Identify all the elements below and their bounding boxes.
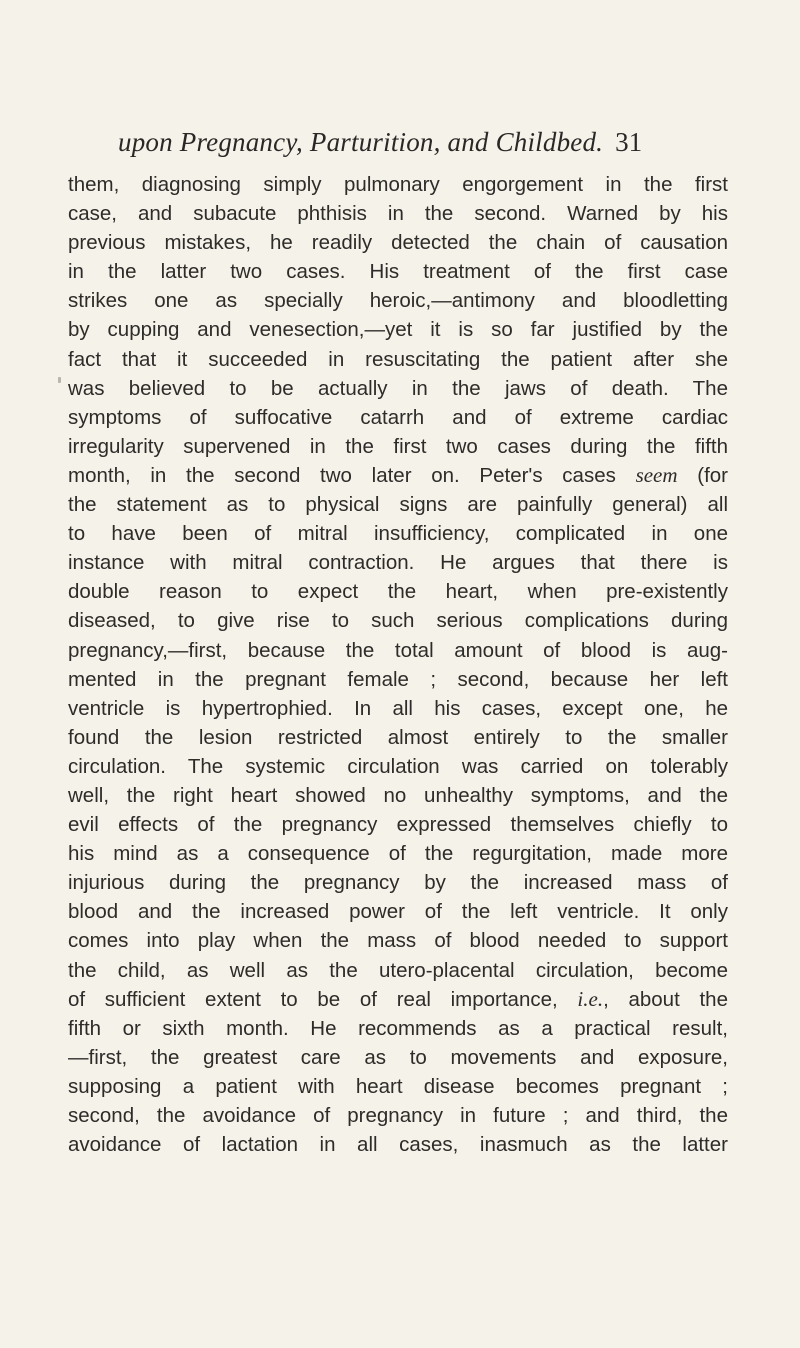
text-line-last: avoidance of lactation in all cases, inasmuch as the latter bbox=[68, 1133, 728, 1157]
running-head bbox=[118, 122, 758, 162]
text-line: case, and subacute phthisis in the second. Warned by his bbox=[68, 202, 728, 226]
text-line: to have been of mitral insufficiency, complicated in one bbox=[68, 522, 728, 546]
text-segment: , about the bbox=[603, 987, 728, 1011]
text-line: the statement as to physical signs are painfully general) all bbox=[68, 493, 728, 517]
page-number: 31 bbox=[615, 127, 643, 157]
text-line: injurious during the pregnancy by the increased mass of bbox=[68, 871, 728, 895]
text-segment: month, in the second two later on. Peter's cases bbox=[68, 463, 636, 487]
text-line: supposing a patient with heart disease becomes pregnant ; bbox=[68, 1074, 728, 1098]
text-line: pregnancy,—first, because the total amount of blood is aug- bbox=[68, 638, 728, 662]
text-line: circulation. The systemic circulation was carried on tolerably bbox=[68, 754, 728, 778]
text-line: his mind as a consequence of the regurgitation, made more bbox=[68, 842, 728, 866]
text-line: symptoms of suffocative catarrh and of extreme cardiac bbox=[68, 405, 728, 429]
text-line: diseased, to give rise to such serious complications during bbox=[68, 609, 728, 633]
stray-ink-mark bbox=[58, 377, 61, 383]
text-line: —first, the greatest care as to movements and exposure, bbox=[68, 1045, 728, 1069]
text-line: second, the avoidance of pregnancy in future ; and third, the bbox=[68, 1104, 728, 1127]
text-line: the child, as well as the utero-placental circulation, become bbox=[68, 958, 728, 982]
text-line: irregularity supervened in the first two cases during the fifth bbox=[68, 434, 728, 458]
text-line: strikes one as specially heroic,—antimony and bloodletting bbox=[68, 289, 728, 313]
text-line-with-emphasis bbox=[68, 985, 728, 1014]
text-line: fifth or sixth month. He recommends as a practical result, bbox=[68, 1016, 728, 1040]
text-line: evil effects of the pregnancy expressed themselves chiefly to bbox=[68, 813, 728, 837]
body-text bbox=[68, 170, 728, 1159]
text-line: fact that it succeeded in resuscitating the patient after she bbox=[68, 347, 728, 371]
text-line: ventricle is hypertrophied. In all his cases, except one, he bbox=[68, 696, 728, 720]
text-segment: (for bbox=[677, 463, 729, 487]
text-line: instance with mitral contraction. He argues that there is bbox=[68, 551, 728, 575]
text-line: by cupping and venesection,—yet it is so far justified by the bbox=[68, 318, 728, 342]
text-line: them, diagnosing simply pulmonary engorgement in the first bbox=[68, 173, 728, 196]
text-line: found the lesion restricted almost entirely to the smaller bbox=[68, 725, 728, 749]
text-line-with-emphasis bbox=[68, 461, 728, 490]
text-line: previous mistakes, he readily detected the chain of causation bbox=[68, 231, 728, 255]
text-line: comes into play when the mass of blood needed to support bbox=[68, 929, 728, 953]
text-line: was believed to be actually in the jaws of death. The bbox=[68, 376, 728, 400]
running-title: upon Pregnancy, Parturition, and Childbed. bbox=[118, 127, 604, 157]
text-line: in the latter two cases. His treatment of the first case bbox=[68, 260, 728, 284]
text-line: mented in the pregnant female ; second, because her left bbox=[68, 667, 728, 691]
text-line: well, the right heart showed no unhealthy symptoms, and the bbox=[68, 783, 728, 807]
text-segment: of sufficient extent to be of real importance, bbox=[68, 987, 578, 1011]
emphasized-word: seem bbox=[635, 462, 678, 487]
text-line: double reason to expect the heart, when pre-existently bbox=[68, 580, 728, 604]
text-line: blood and the increased power of the left ventricle. It only bbox=[68, 900, 728, 924]
emphasized-abbreviation: i.e. bbox=[577, 986, 604, 1011]
